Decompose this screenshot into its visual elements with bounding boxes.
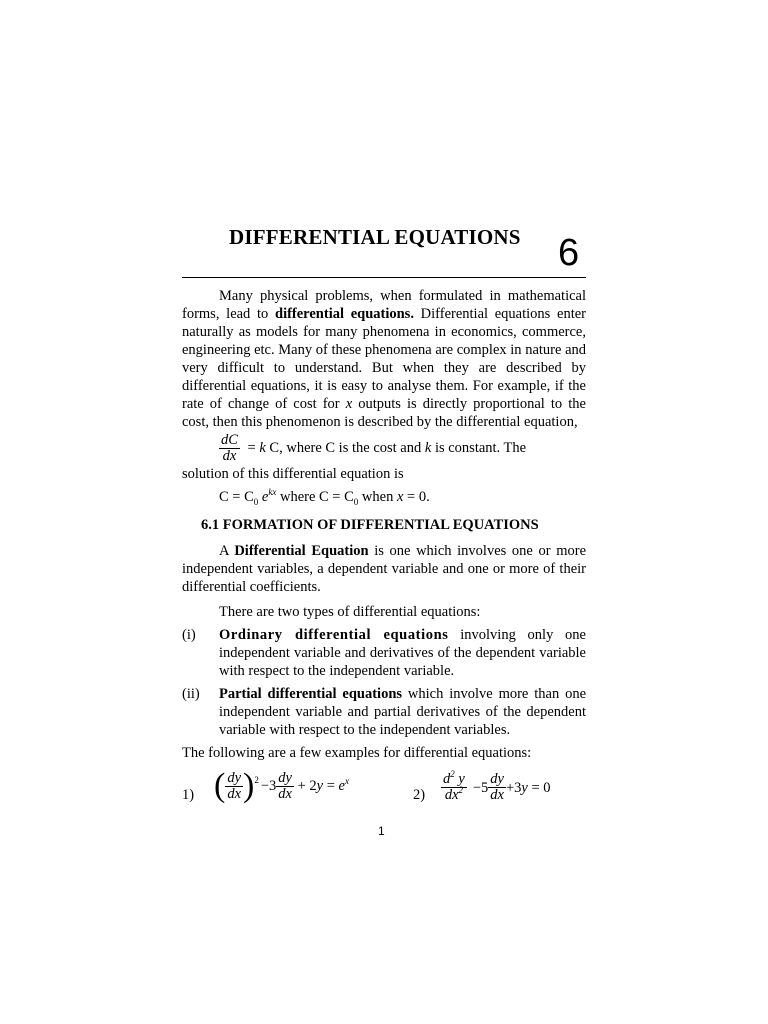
title-rule bbox=[182, 277, 586, 278]
intro-text-c: outputs is directly proportional to the cost, then this phenomenon is described by the differential equation, bbox=[182, 396, 586, 430]
subscript: 0 bbox=[253, 496, 259, 507]
solution-equation bbox=[219, 488, 586, 506]
var-x: x bbox=[396, 489, 404, 505]
list-marker-i: (i) bbox=[182, 627, 196, 643]
definition-bold-term: Differential Equation bbox=[234, 543, 369, 559]
left-paren: ( bbox=[214, 767, 226, 804]
var-e: e bbox=[258, 489, 269, 505]
definition-paragraph bbox=[182, 542, 586, 596]
intro-text-a: Many physical problems, when formulated in mathematical forms, lead to bbox=[182, 288, 586, 322]
subscript: 0 bbox=[353, 496, 359, 507]
var-y: y bbox=[316, 778, 324, 794]
fraction bbox=[488, 772, 506, 803]
dc-dx-fraction bbox=[219, 433, 240, 464]
list-item-bold: Ordinary differential equations bbox=[219, 627, 449, 643]
list-item-text: involving only one independent variable and derivatives of the dependent variable with respect to the independent variable. bbox=[219, 627, 586, 679]
examples-intro: The following are a few examples for differential equations: bbox=[182, 745, 532, 761]
list-marker-ii: (ii) bbox=[182, 686, 200, 702]
equation-text: −5 bbox=[472, 779, 489, 796]
denominator-dx: dx bbox=[444, 787, 459, 803]
list-item-ordinary bbox=[219, 626, 586, 680]
exponent: 2 bbox=[254, 775, 259, 785]
equation-text: −3 bbox=[260, 778, 277, 794]
definition-text-b: is one which involves one or more independent variables, a dependent variable and one or more of their differential coefficients. bbox=[182, 543, 586, 595]
var-k: k bbox=[424, 439, 432, 456]
fraction-numerator: dy bbox=[278, 769, 292, 786]
list-item-text: which involve more than one independent variable and partial derivatives of the dependent variable with respect to the independent variables. bbox=[219, 686, 586, 738]
cost-equation bbox=[219, 433, 586, 464]
numerator-d: d bbox=[443, 771, 451, 787]
equation-text: is constant. The bbox=[431, 439, 527, 456]
fraction-numerator: dC bbox=[221, 432, 238, 448]
equation-text: = bbox=[323, 778, 339, 794]
var-y: y bbox=[521, 779, 528, 796]
var-k: k bbox=[259, 439, 266, 456]
example-1-equation bbox=[214, 769, 349, 803]
definition-text-a: A bbox=[219, 543, 235, 559]
exponent: 2 bbox=[450, 769, 455, 780]
fraction-denominator: dx bbox=[222, 448, 237, 464]
equation-text: + 2 bbox=[293, 778, 317, 794]
solution-intro: solution of this differential equation is bbox=[182, 466, 404, 482]
equation-text: +3 bbox=[505, 779, 522, 796]
list-item-partial bbox=[219, 685, 586, 739]
example-1-label: 1) bbox=[182, 787, 195, 803]
equation-text: C, where C is the cost and bbox=[265, 439, 425, 456]
types-intro: There are two types of differential equations: bbox=[219, 604, 481, 620]
fraction-denominator: dx bbox=[278, 785, 292, 802]
equation-text: when bbox=[358, 489, 397, 505]
right-paren: ) bbox=[243, 767, 255, 804]
fraction-denominator: dx bbox=[227, 785, 242, 802]
chapter-number: 6 bbox=[558, 232, 580, 274]
exponent: kx bbox=[268, 487, 277, 498]
fraction bbox=[276, 771, 294, 802]
fraction-denominator: dx bbox=[490, 787, 504, 803]
page-number: 1 bbox=[378, 824, 385, 838]
numerator-y: y bbox=[454, 771, 465, 787]
exponent: x bbox=[344, 776, 349, 786]
fraction bbox=[225, 771, 243, 802]
equation-text: where C = C bbox=[276, 489, 354, 505]
intro-paragraph bbox=[182, 287, 586, 431]
equation-text: C = C bbox=[219, 489, 254, 505]
example-2-label: 2) bbox=[413, 787, 426, 803]
equation-text: = bbox=[243, 439, 260, 456]
exponent: 2 bbox=[458, 785, 463, 796]
example-2-equation bbox=[441, 769, 551, 803]
list-item-bold: Partial differential equations bbox=[219, 686, 403, 702]
fraction-denominator bbox=[443, 785, 465, 803]
intro-var-x: x bbox=[345, 396, 353, 412]
second-derivative-fraction bbox=[441, 769, 467, 803]
equation-text: = 0. bbox=[403, 489, 430, 505]
fraction-numerator: dy bbox=[490, 771, 504, 787]
equation-text: = 0 bbox=[527, 779, 551, 796]
section-heading: 6.1 FORMATION OF DIFFERENTIAL EQUATIONS bbox=[201, 517, 539, 533]
var-e: e bbox=[338, 778, 345, 794]
chapter-title: DIFFERENTIAL EQUATIONS bbox=[229, 225, 521, 249]
fraction-numerator: dy bbox=[227, 769, 242, 786]
intro-bold-term: differential equations. bbox=[275, 306, 414, 322]
intro-text-b: Differential equations enter naturally as models for many phenomena in economics, commerce, engineering etc. Many of these phenomena are complex in nature and very difficult to understand. But when they are described by differential equations, it is easy to analyse them. For example, if the rate of change of cost for bbox=[182, 306, 587, 412]
